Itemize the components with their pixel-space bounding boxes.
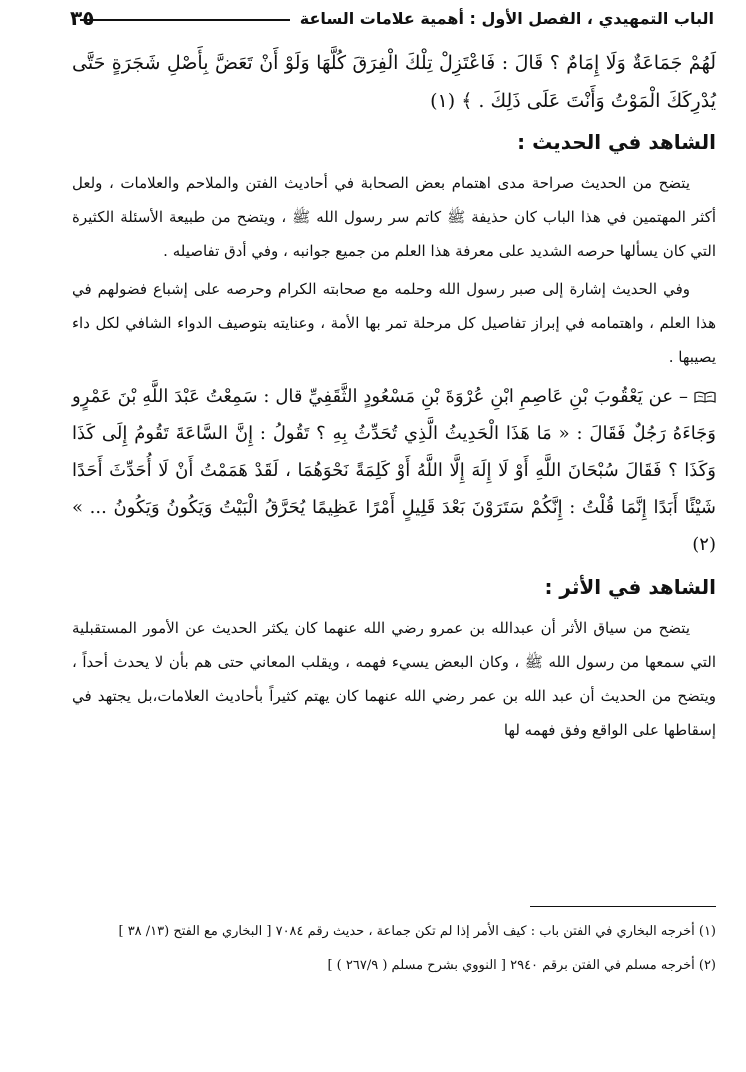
heading-athar-witness: الشاهد في الأثر : xyxy=(544,575,716,599)
paragraph-companions-interest: يتضح من الحديث صراحة مدى اهتمام بعض الصحابة في أحاديث الفتن والملاحم والعلامات ، ولعل أكثر المهتمين في هذا الباب كان حذيفة ﷺ كاتم سر رسول الله ﷺ ، ويتضح من طبيعة الأسئلة الكثيرة التي كان يسألها حرصه الشديد على معرفة هذا العلم من جميع جوانبه ، وفي أدق تفاصيله . xyxy=(72,174,716,260)
quran-verse-text: لَهُمْ جَمَاعَةٌ وَلَا إِمَامٌ ؟ قَالَ : فَاعْتَزِلْ تِلْكَ الْفِرَقَ كُلَّهَا وَلَوْ أَنْ تَعَضَّ بِأَصْلِ شَجَرَةٍ حَتَّى يُدْرِكَكَ الْمَوْتُ وَأَنْتَ عَلَى ذَلِكَ . ﴾ (١) xyxy=(72,52,716,112)
page-body xyxy=(72,44,716,747)
heading-hadith-witness: الشاهد في الحديث : xyxy=(517,130,716,154)
running-title: الباب التمهيدي ، الفصل الأول : أهمية علامات الساعة xyxy=(299,8,714,28)
footnotes xyxy=(72,918,716,980)
header-rule xyxy=(80,19,290,21)
footnote-2: (٢) أخرجه مسلم في الفتن برقم ٢٩٤٠ [ النووي بشرح مسلم ( ٢٦٧/٩ ) ] xyxy=(327,958,716,973)
footnote-1: (١) أخرجه البخاري في الفتن باب : كيف الأمر إذا لم تكن جماعة ، حديث رقم ٧٠٨٤ [ البخاري مع الفتح (١٣/ ٣٨ ] xyxy=(118,924,716,939)
running-header xyxy=(70,4,714,32)
footnote-separator xyxy=(530,906,716,907)
paragraph-prophet-patience: وفي الحديث إشارة إلى صبر رسول الله وحلمه مع صحابته الكرام وحرصه على إشباع فضولهم في هذا العلم ، واهتمامه في إبراز تفاصيل كل مرحلة تمر بها الأمة ، وعنايته بتوصيف الدواء الشافي لكل داء يصيبها . xyxy=(72,280,716,366)
hadith-text: – عن يَعْقُوبَ بْنِ عَاصِمِ ابْنِ عُرْوَةَ بْنِ مَسْعُودٍ الثَّقَفِيِّ قال : سَمِعْتُ عَبْدَ اللَّهِ بْنَ عَمْرٍو وَجَاءَهُ رَجُلٌ فَقَالَ : « مَا هَذَا الْحَدِيثُ الَّذِي تُحَدِّثُ بِهِ ؟ تَقُولُ : إِنَّ السَّاعَةَ تَقُومُ إِلَى كَذَا وَكَذَا ؟ فَقَالَ سُبْحَانَ اللَّهِ أَوْ لَا إِلَهَ إِلَّا اللَّهُ أَوْ كَلِمَةً نَحْوَهُمَا ، لَقَدْ هَمَمْتُ أَنْ لَا أُحَدِّثَ أَحَدًا شَيْئًا أَبَدًا إِنَّمَا قُلْتُ : إِنَّكُمْ سَتَرَوْنَ بَعْدَ قَلِيلٍ أَمْرًا عَظِيمًا يُحَرَّقُ الْبَيْتُ وَيَكُونُ وَيَكُونُ ... » (٢) xyxy=(72,386,716,555)
page-number: ٣٥ xyxy=(70,6,95,30)
paragraph-athar-explanation: يتضح من سياق الأثر أن عبدالله بن عمرو رضي الله عنهما كان يكثر الحديث عن الأمور المستقبلية التي سمعها من رسول الله ﷺ ، وكان البعض يسيء فهمه ، ويقلب المعاني حتى هم بأن لا يحدث أحداً ، ويتضح من الحديث أن عبد الله بن عمر رضي الله عنهما كان يهتم كثيراً بأحاديث العلامات،بل يجتهد في إسقاطها على الواقع وفق فهمه لها xyxy=(72,619,716,739)
hadith-block xyxy=(72,378,716,563)
open-book-icon xyxy=(694,391,716,403)
